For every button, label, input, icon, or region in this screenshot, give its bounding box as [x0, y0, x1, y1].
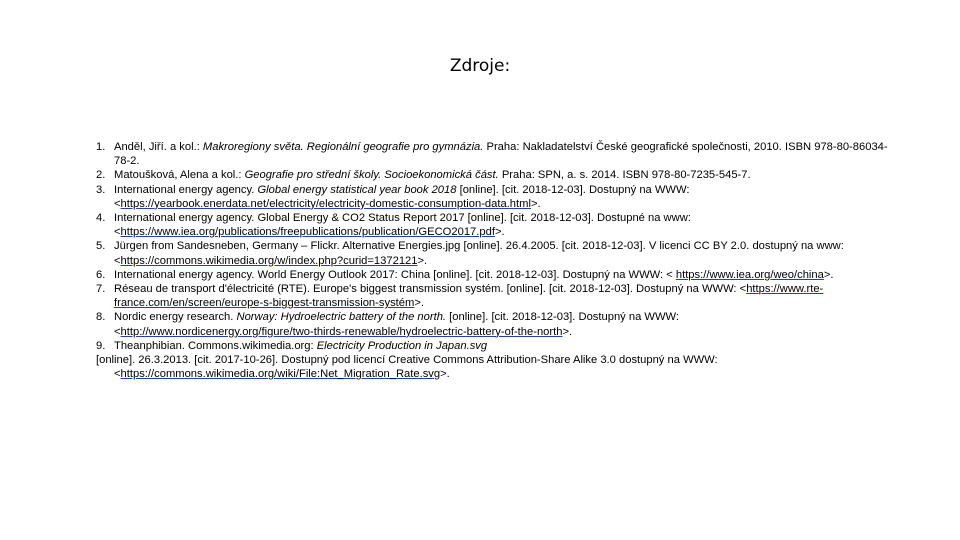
link-bracket: >. [417, 254, 428, 267]
link-bracket: < [114, 325, 121, 338]
reference-title: Global energy statistical year book 2018 [257, 183, 457, 196]
reference-text: Theanphibian. Commons.wikimedia.org: [114, 339, 317, 352]
reference-link[interactable]: http://www.nordicenergy.org/figure/two-thirds-renewable/hydroelectric-battery-of-the-north [120, 325, 563, 338]
reference-title: Geografie pro střední školy. Socioekonomická část. [244, 169, 499, 182]
reference-title: Makroregiony světa. Regionální geografie pro gymnázia. [202, 141, 484, 153]
reference-number: 1. [96, 141, 106, 153]
reference-number: 4. [96, 212, 106, 225]
link-bracket: < [114, 197, 121, 210]
reference-link[interactable]: https://yearbook.enerdata.net/electricity/electricity-domestic-consumption-data.html [120, 197, 531, 210]
link-bracket: < [114, 368, 121, 381]
reference-list [96, 140, 896, 381]
reference-number: 3. [96, 183, 106, 196]
reference-title: Electricity Production in Japan.svg [316, 339, 488, 352]
reference-text: Praha: Nakladatelství České geografické společnosti, 2010. ISBN 978-80-86034-78-2. [114, 141, 888, 168]
reference-number: 9. [96, 339, 106, 352]
reference-text: Matoušková, Alena a kol.: [114, 169, 245, 182]
link-bracket: >. [494, 226, 505, 239]
reference-text: International energy agency. [114, 183, 258, 196]
reference-text: [online]. [cit. 2018-12-03]. Dostupný na WWW: [446, 311, 680, 324]
reference-number: 5. [96, 240, 106, 253]
reference-item [96, 339, 896, 382]
link-bracket: >. [530, 197, 541, 210]
reference-text: International energy agency. World Energy Outlook 2017: China [online]. [cit. 2018-12-03]. Dostupný na WWW: < [114, 268, 676, 281]
reference-item [96, 310, 896, 338]
link-bracket: < [114, 226, 121, 239]
link-bracket: >. [823, 268, 834, 281]
reference-link[interactable]: https://www.rte-france.com/en/screen/europe-s-biggest-transmission-systém [114, 283, 824, 310]
reference-item [96, 211, 896, 239]
reference-text: Anděl, Jiří. a kol.: [114, 141, 203, 153]
reference-number: 6. [96, 268, 106, 281]
reference-number: 7. [96, 283, 106, 296]
link-bracket: >. [440, 368, 450, 381]
reference-text: Jürgen from Sandesneben, Germany – Flickr. Alternative Energies.jpg [online]. 26.4.2005. [cit. 2018-12-03]. V licenci CC BY 2.0. dostupný na www: < [114, 240, 844, 267]
reference-number: 2. [96, 169, 106, 182]
reference-link[interactable]: https://www.iea.org/weo/china [675, 268, 824, 281]
reference-text: [online]. [cit. 2018-12-03]. Dostupný na WWW: [456, 183, 690, 196]
reference-item [96, 239, 896, 267]
link-bracket: >. [414, 297, 424, 310]
reference-text: Praha: SPN, a. s. 2014. ISBN 978-80-7235-545-7. [498, 169, 751, 182]
reference-item [96, 140, 896, 168]
reference-text: Réseau de transport d'électricité (RTE). Europe's biggest transmission systém. [online]. [cit. 2018-12-03]. Dostupný na WWW: < [114, 283, 747, 296]
slide-title: Zdroje: [449, 56, 511, 76]
reference-item [96, 268, 896, 282]
link-bracket: >. [562, 325, 573, 338]
reference-link[interactable]: https://commons.wikimedia.org/w/index.php?curid=1372121 [120, 254, 418, 267]
reference-link[interactable]: https://commons.wikimedia.org/wiki/File:Net_Migration_Rate.svg [120, 368, 441, 381]
reference-text: [online]. 26.3.2013. [cit. 2017-10-26]. Dostupný pod licencí Creative Commons Attribution-Share Alike 3.0 dostupný na WWW: [96, 354, 718, 367]
reference-text: International energy agency. Global Energy & CO2 Status Report 2017 [online]. [cit. 2018-12-03]. Dostupné na www: [114, 212, 691, 225]
reference-item [96, 282, 896, 310]
reference-text: Nordic energy research. [114, 311, 237, 324]
reference-text [96, 353, 896, 367]
reference-number: 8. [96, 311, 106, 324]
reference-item [96, 183, 896, 211]
reference-title: Norway: Hydroelectric battery of the north. [236, 311, 447, 324]
reference-link[interactable]: https://www.iea.org/publications/freepublications/publication/GECO2017.pdf [120, 226, 495, 239]
reference-item [96, 168, 896, 182]
